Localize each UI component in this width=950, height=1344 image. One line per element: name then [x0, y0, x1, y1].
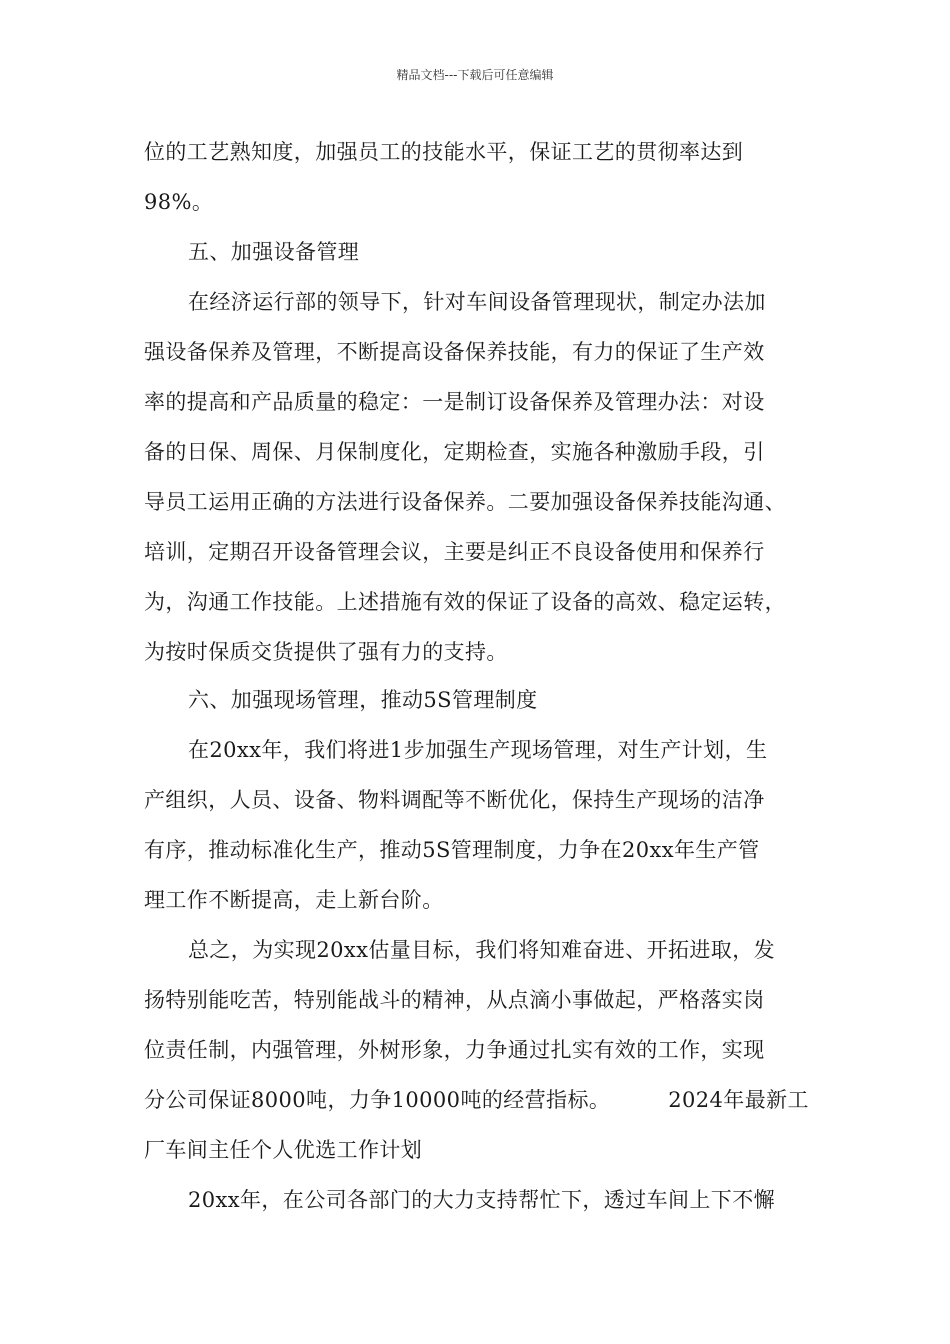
document-title-end: 厂车间主任个人优选工作计划: [144, 1138, 423, 1162]
text-line: [144, 1086, 809, 1114]
text-line: 98%。: [144, 190, 214, 214]
text-line: 总之，为实现20xx估量目标，我们将知难奋进、开拓进取，发: [188, 938, 776, 962]
text-line: 备的日保、周保、月保制度化，定期检查，实施各种激励手段，引: [144, 440, 765, 464]
text-line: 位责任制，内强管理，外树形象，力争通过扎实有效的工作，实现: [144, 1038, 765, 1062]
text-line: 为，沟通工作技能。上述措施有效的保证了设备的高效、稳定运转，: [144, 590, 786, 614]
text-line: 位的工艺熟知度，加强员工的技能水平，保证工艺的贯彻率达到: [144, 140, 744, 164]
text-line: 扬特别能吃苦，特别能战斗的精神，从点滴小事做起，严格落实岗: [144, 988, 765, 1012]
text-line: 为按时保质交货提供了强有力的支持。: [144, 640, 508, 664]
text-line: 率的提高和产品质量的稳定：一是制订设备保养及管理办法：对设: [144, 390, 765, 414]
text-line: 强设备保养及管理，不断提高设备保养技能，有力的保证了生产效: [144, 340, 765, 364]
document-title-start: 2024年最新工: [668, 1088, 809, 1112]
text-line: 产组织，人员、设备、物料调配等不断优化，保持生产现场的洁净: [144, 788, 765, 812]
text-line: 有序，推动标准化生产，推动5S管理制度，力争在20xx年生产管: [144, 838, 760, 862]
section-heading: 六、加强现场管理，推动5S管理制度: [188, 688, 538, 712]
section-heading: 五、加强设备管理: [188, 240, 360, 264]
text-line: 在经济运行部的领导下，针对车间设备管理现状，制定办法加: [188, 290, 766, 314]
text-line: 导员工运用正确的方法进行设备保养。二要加强设备保养技能沟通、: [144, 490, 786, 514]
text-segment: 分公司保证8000吨，力争10000吨的经营指标。: [144, 1088, 611, 1112]
page-header: 精品文档---下载后可任意编辑: [396, 68, 554, 82]
text-line: 20xx年，在公司各部门的大力支持帮忙下，透过车间上下不懈: [188, 1188, 776, 1212]
text-line: 在20xx年，我们将进1步加强生产现场管理，对生产计划，生: [188, 738, 768, 762]
text-line: 理工作不断提高，走上新台阶。: [144, 888, 444, 912]
text-line: 培训，定期召开设备管理会议，主要是纠正不良设备使用和保养行: [144, 540, 765, 564]
